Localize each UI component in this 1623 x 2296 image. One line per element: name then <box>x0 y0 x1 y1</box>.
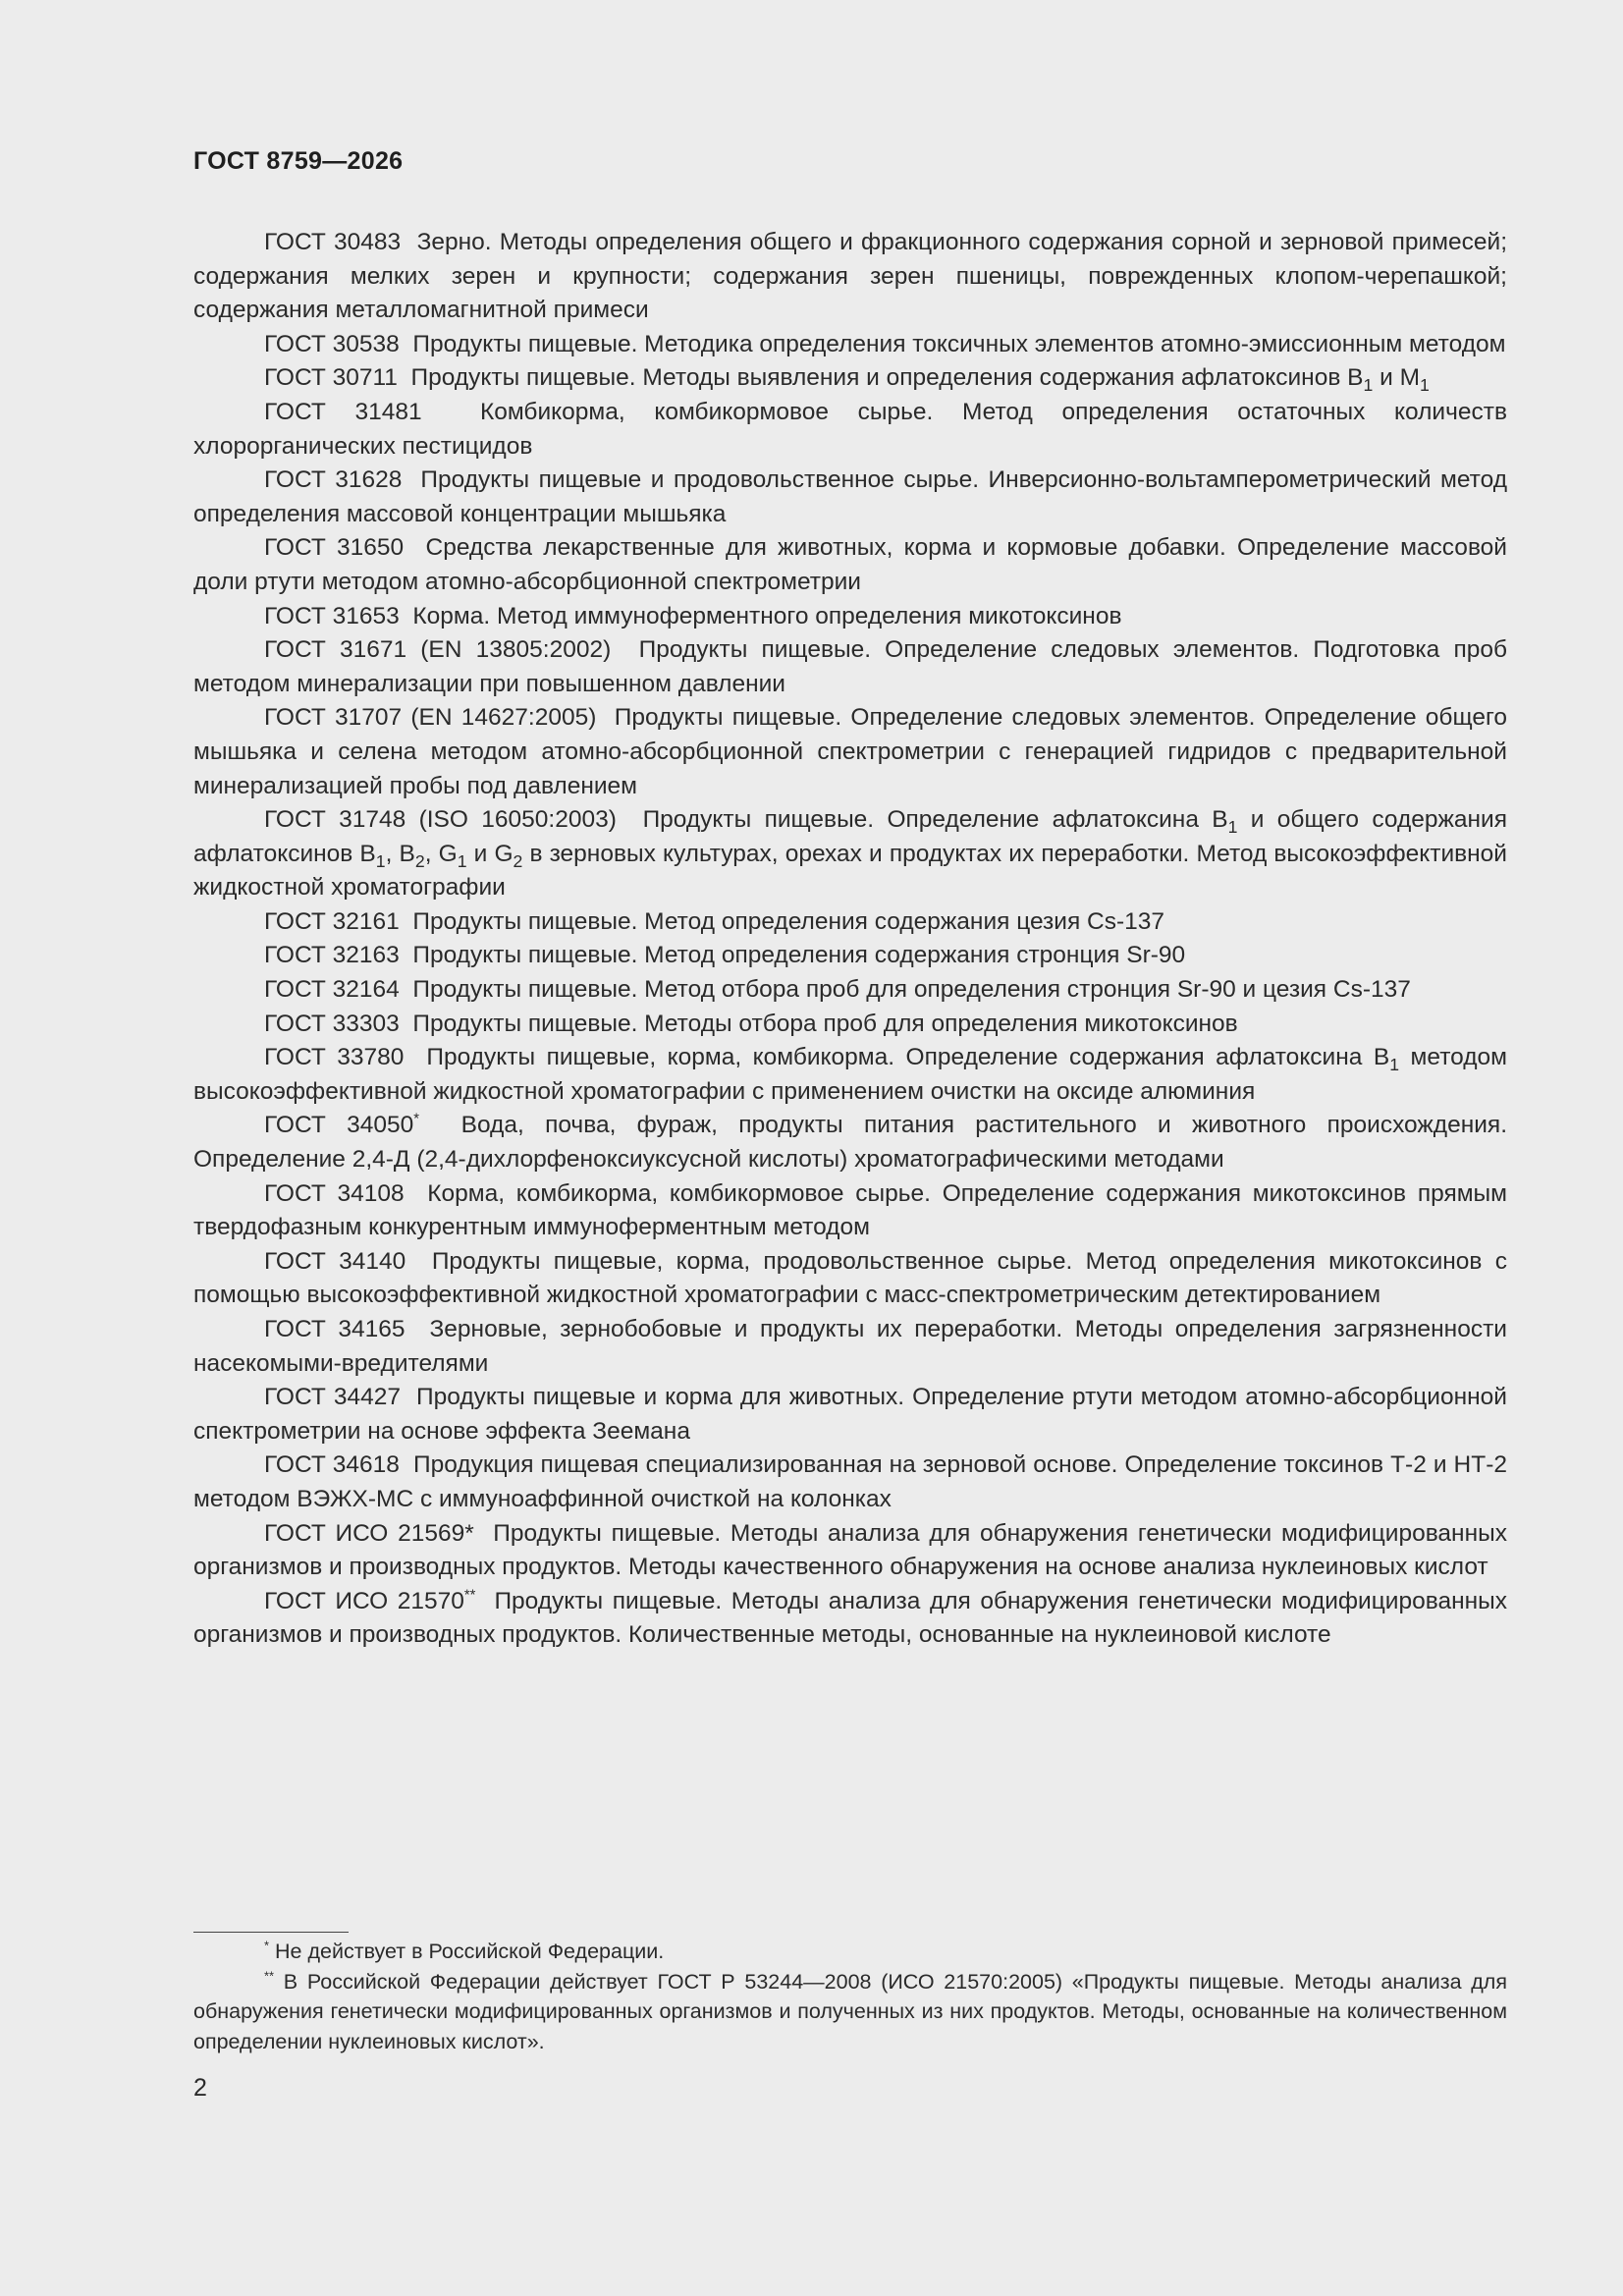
footnote <box>193 1937 1507 1967</box>
reference-title: Продукты пищевые. Метод определения содержания цезия Cs-137 <box>412 907 1165 935</box>
reference-code: ГОСТ 32161 <box>264 907 400 935</box>
reference-title: Продукты пищевые. Методы отбора проб для определения микотоксинов <box>412 1010 1238 1037</box>
reference-entry <box>193 1449 1507 1516</box>
reference-entry <box>193 1517 1507 1585</box>
reference-entry <box>193 328 1507 362</box>
reference-code: ГОСТ 31707 (EN 14627:2005) <box>264 704 597 732</box>
subscript: 1 <box>1227 817 1238 838</box>
reference-title-cont: и общего содержания афлатоксинов B <box>193 806 1507 867</box>
reference-entry <box>193 1177 1507 1245</box>
footnote-mark: ** <box>463 1587 476 1604</box>
reference-title: Продукты пищевые. Методы анализа для обнаружения генетически модифицированных организмов и производных продуктов. Количественные методы, основанные на нуклеиновой кислоте <box>193 1587 1507 1649</box>
reference-title: Продукты пищевые и продовольственное сырье. Инверсионно-вольтамперометрический метод определения массовой концентрации мышьяка <box>193 466 1508 527</box>
subscript: 1 <box>1420 375 1430 396</box>
document-header: ГОСТ 8759—2026 <box>193 147 404 175</box>
reference-entry <box>193 1381 1507 1449</box>
reference-entry <box>193 396 1507 464</box>
reference-title: Продукты пищевые. Определение следовых элементов. Подготовка проб методом минерализации при повышенном давлении <box>193 636 1507 697</box>
reference-entry <box>193 973 1507 1008</box>
footnotes <box>193 1937 1507 2056</box>
subscript: 2 <box>513 850 523 871</box>
page-number: 2 <box>193 2074 207 2102</box>
reference-code: ГОСТ 31671 (EN 13805:2002) <box>264 636 612 664</box>
reference-entry <box>193 905 1507 940</box>
footnote-text: Не действует в Российской Федерации. <box>275 1940 665 1963</box>
reference-entry <box>193 1008 1507 1042</box>
footnote-text: В Российской Федерации действует ГОСТ Р 53244—2008 (ИСО 21570:2005) «Продукты пищевые. Методы анализа для обнаружения генетически модифицированных организмов и полученных из них продуктов. Методы, основанные на количественном определении нуклеиновых кислот». <box>193 1969 1507 2053</box>
reference-title: Вода, почва, фураж, продукты питания растительного и животного происхождения. Определение 2,4-Д (2,4-дихлорфеноксиуксусной кислоты) хроматографическими методами <box>193 1112 1508 1174</box>
reference-code: ГОСТ 30483 <box>264 229 402 255</box>
reference-title: Зерновые, зернобобовые и продукты их переработки. Методы определения загрязненности насекомыми-вредителями <box>193 1316 1507 1377</box>
footnote-mark: * <box>413 1111 419 1127</box>
subscript: 1 <box>1389 1055 1400 1075</box>
reference-title: Зерно. Методы определения общего и фракционного содержания сорной и зерновой примесей; содержания мелких зерен и крупности; содержания зерен пшеницы, поврежденных клопом-черепашкой; содержания металломагнитной примеси <box>193 229 1508 324</box>
footnote-mark: * <box>264 1938 270 1953</box>
reference-entry <box>193 1585 1507 1653</box>
reference-code: ГОСТ ИСО 21570 <box>264 1587 464 1614</box>
reference-entry <box>193 1041 1507 1109</box>
reference-title: Продукты пищевые. Методы выявления и определения содержания афлатоксинов B <box>410 364 1364 392</box>
reference-code: ГОСТ 34140 <box>264 1247 406 1275</box>
reference-entry <box>193 361 1507 396</box>
reference-code: ГОСТ 33780 <box>264 1044 405 1071</box>
reference-title-cont: в зерновых культурах, орехах и продуктах их переработки. Метод высокоэффективной жидкостной хроматографии <box>193 840 1507 902</box>
reference-title: Средства лекарственные для животных, корма и кормовые добавки. Определение массовой доли ртути методом атомно-абсорбционной спектрометрии <box>193 534 1507 595</box>
reference-title: Корма, комбикорма, комбикормовое сырье. Определение содержания микотоксинов прямым твердофазным конкурентным иммуноферментным методом <box>193 1179 1508 1241</box>
normative-references-list <box>193 226 1507 1653</box>
reference-entry <box>193 1109 1507 1176</box>
reference-title: Продукты пищевые. Метод отбора проб для определения стронция Sr-90 и цезия Cs-137 <box>412 976 1411 1004</box>
reference-code: ГОСТ 30538 <box>264 330 400 357</box>
reference-title: Продукты пищевые. Методика определения токсичных элементов атомно-эмиссионным методом <box>412 330 1506 357</box>
reference-title: Продукция пищевая специализированная на зерновой основе. Определение токсинов Т-2 и НТ-2 методом ВЭЖХ-МС с иммуноаффинной очисткой на колонках <box>193 1451 1507 1512</box>
footnote <box>193 1967 1507 2057</box>
reference-code: ГОСТ 32164 <box>264 976 400 1004</box>
subscript: 2 <box>414 850 425 871</box>
reference-title-cont: и G <box>466 840 514 867</box>
reference-entry <box>193 1245 1507 1313</box>
reference-code: ГОСТ 34050 <box>264 1112 414 1139</box>
reference-entry <box>193 1313 1507 1381</box>
subscript: 1 <box>457 850 467 871</box>
reference-title: Корма. Метод иммуноферментного определения микотоксинов <box>412 602 1122 629</box>
reference-title-cont: , B <box>385 840 415 867</box>
reference-title: Продукты пищевые. Определение афлатоксина B <box>642 806 1228 834</box>
reference-code: ГОСТ 31748 (ISO 16050:2003) <box>264 806 617 834</box>
reference-entry <box>193 226 1507 328</box>
reference-code: ГОСТ 33303 <box>264 1010 400 1037</box>
reference-entry <box>193 701 1507 803</box>
reference-code: ГОСТ 34165 <box>264 1316 406 1342</box>
reference-title: Продукты пищевые. Методы анализа для обнаружения генетически модифицированных организмов и производных продуктов. Методы качественного обнаружения на основе анализа нуклеиновых кислот <box>193 1519 1507 1581</box>
reference-title: Продукты пищевые. Метод определения содержания стронция Sr-90 <box>412 942 1186 969</box>
reference-entry <box>193 531 1507 599</box>
reference-title-cont: методом высокоэффективной жидкостной хроматографии с применением очистки на оксиде алюминия <box>193 1044 1507 1105</box>
reference-title: Продукты пищевые. Определение следовых элементов. Определение общего мышьяка и селена методом атомно-абсорбционной спектрометрии с генерацией гидридов с предварительной минерализацией пробы под давлением <box>193 704 1507 799</box>
reference-title-cont: и M <box>1373 364 1421 392</box>
reference-title: Комбикорма, комбикормовое сырье. Метод определения остаточных количеств хлорорганических пестицидов <box>193 398 1507 460</box>
reference-code: ГОСТ 31481 <box>264 398 422 425</box>
reference-code: ГОСТ 32163 <box>264 942 400 969</box>
reference-entry <box>193 939 1507 973</box>
reference-title: Продукты пищевые, корма, комбикорма. Определение содержания афлатоксина B <box>426 1044 1390 1071</box>
reference-code: ГОСТ 31628 <box>264 466 403 494</box>
footnote-mark: ** <box>264 1968 275 1984</box>
reference-entry <box>193 600 1507 634</box>
reference-entry <box>193 633 1507 701</box>
reference-code: ГОСТ 34427 <box>264 1384 401 1411</box>
subscript: 1 <box>1363 375 1374 396</box>
reference-code: ГОСТ 31650 <box>264 534 405 562</box>
reference-entry <box>193 464 1507 531</box>
reference-code: ГОСТ 31653 <box>264 602 400 629</box>
footnote-divider <box>193 1932 349 1933</box>
subscript: 1 <box>375 850 386 871</box>
reference-title: Продукты пищевые и корма для животных. Определение ртути методом атомно-абсорбционной спектрометрии на основе эффекта Зеемана <box>193 1384 1507 1445</box>
reference-code: ГОСТ 34618 <box>264 1451 400 1479</box>
reference-title-cont: , G <box>424 840 458 867</box>
reference-code: ГОСТ ИСО 21569* <box>264 1519 474 1547</box>
reference-code: ГОСТ 34108 <box>264 1179 405 1207</box>
reference-code: ГОСТ 30711 <box>264 364 398 392</box>
reference-entry <box>193 803 1507 905</box>
reference-title: Продукты пищевые, корма, продовольственное сырье. Метод определения микотоксинов с помощью высокоэффективной жидкостной хроматографии с масс-спектрометрическим детектированием <box>193 1247 1507 1309</box>
